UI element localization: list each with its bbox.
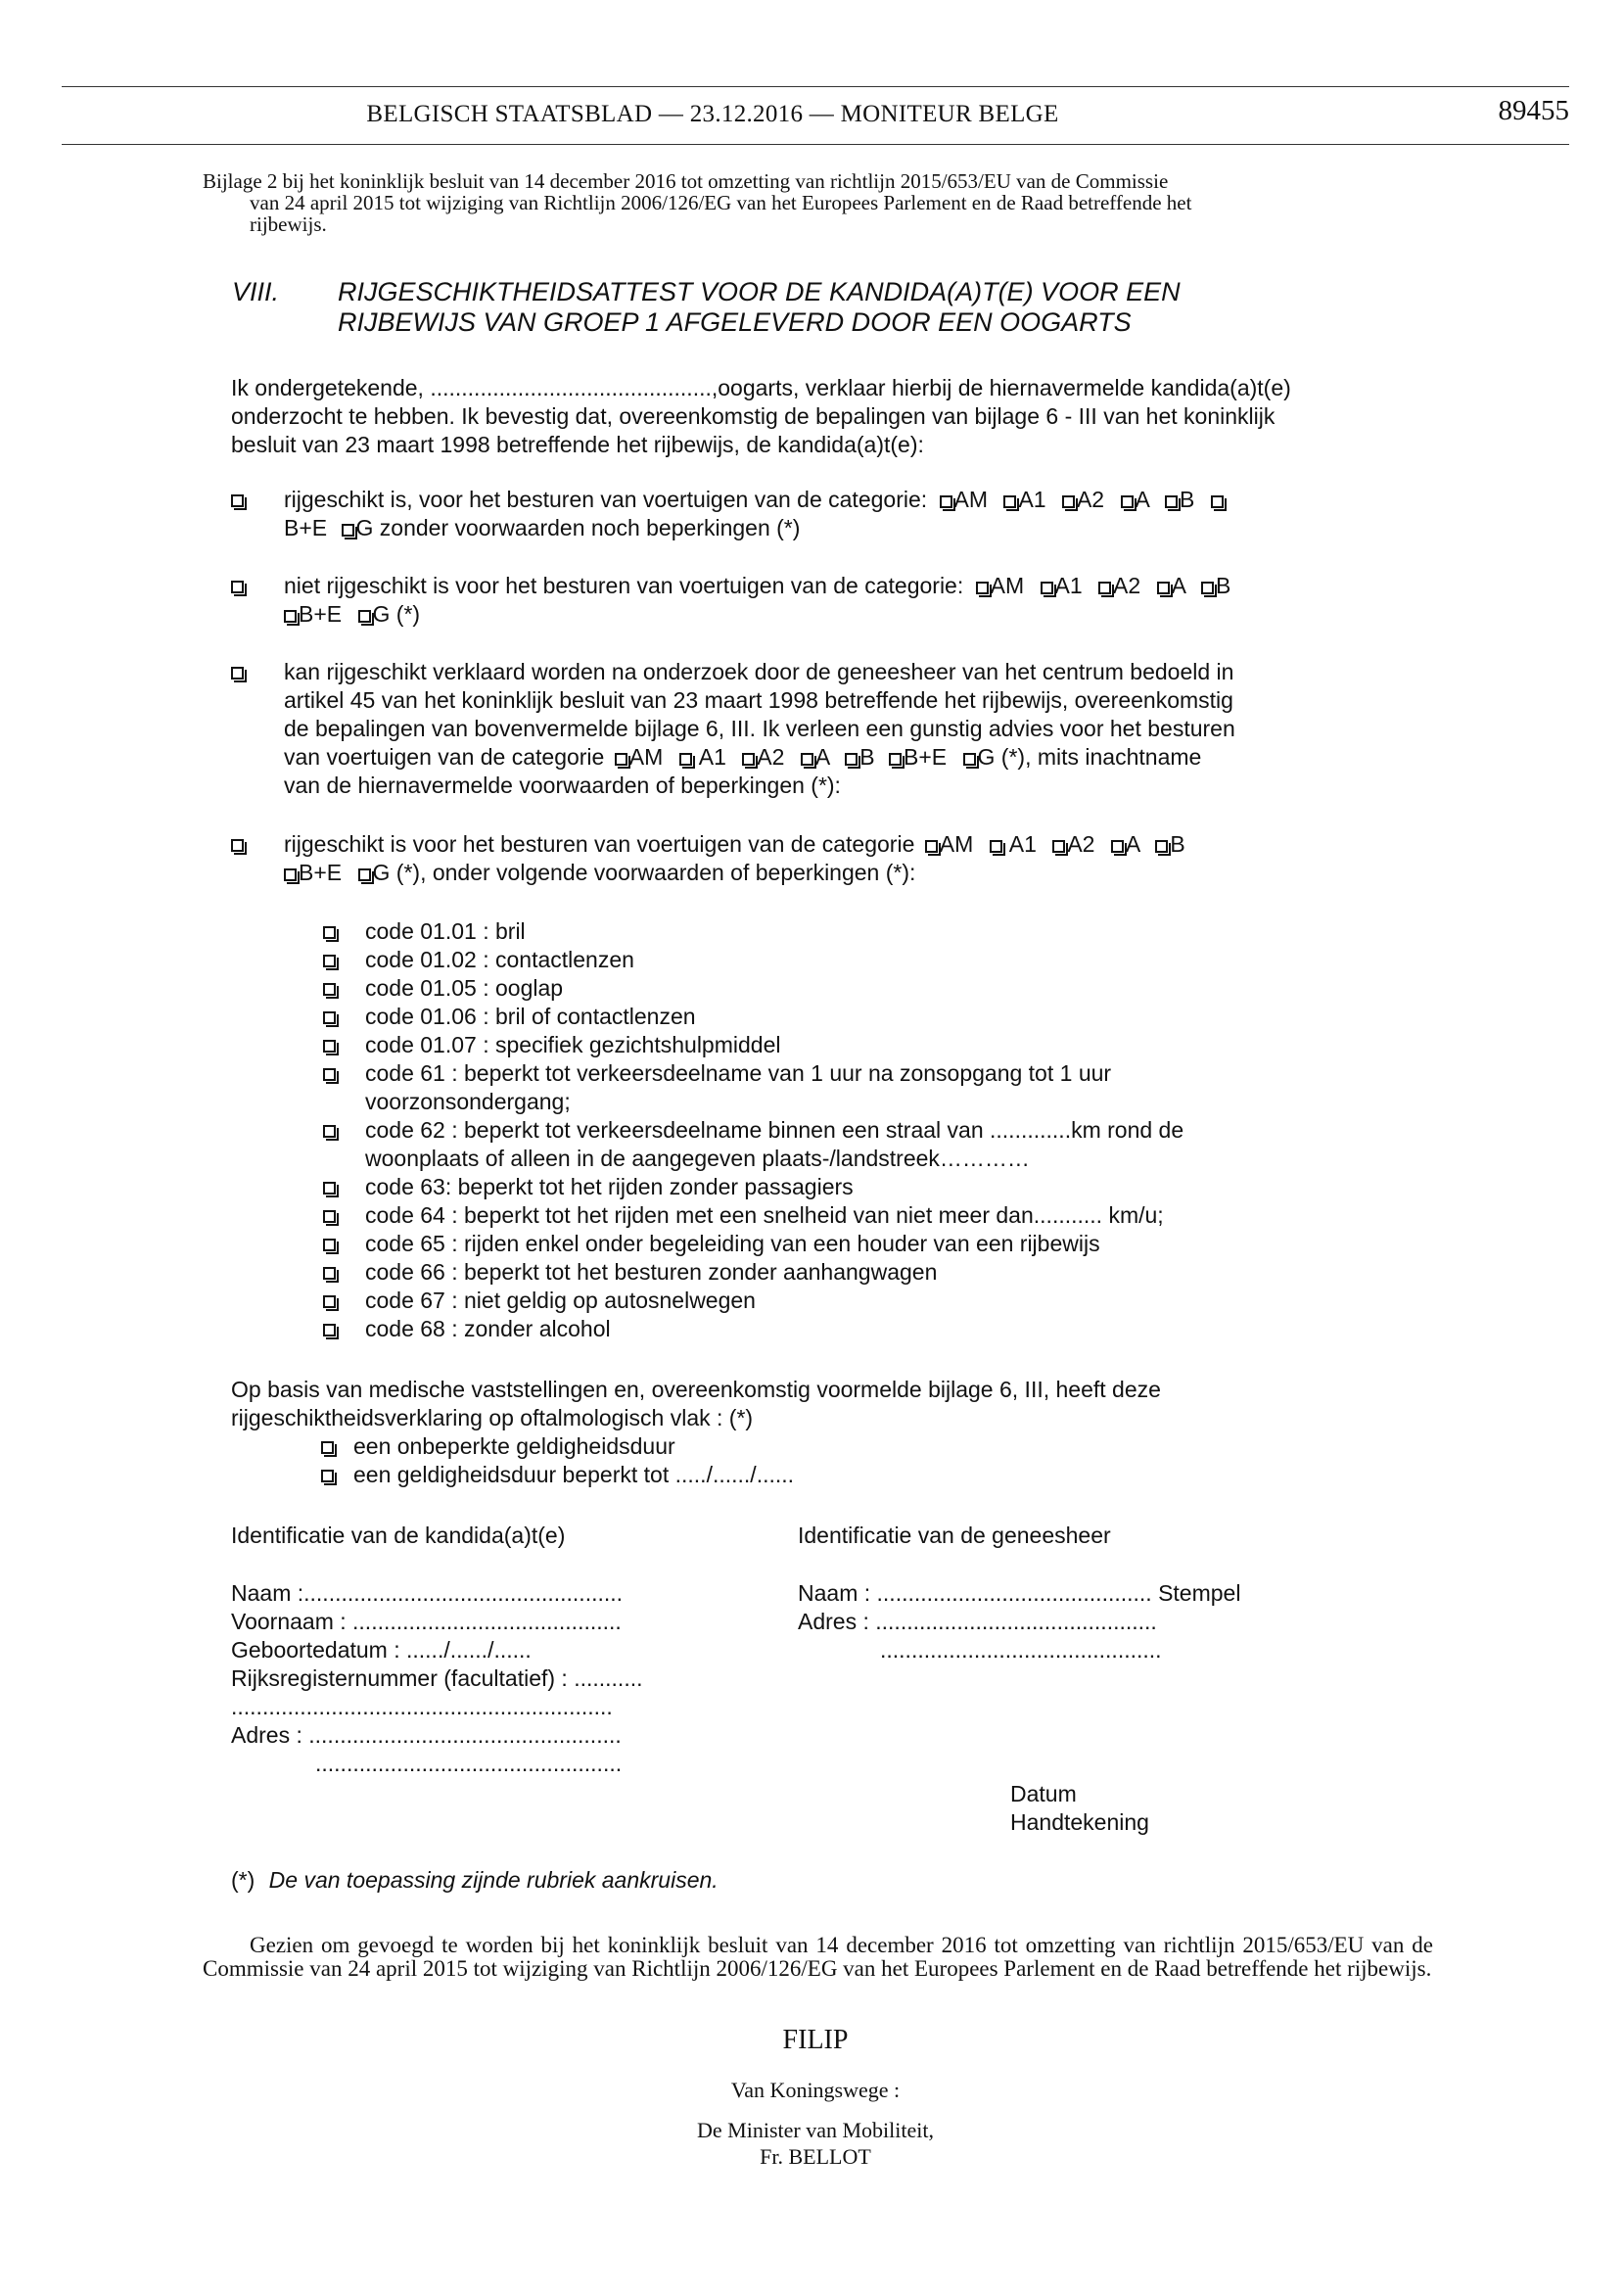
option-conditional-checkbox[interactable] <box>231 839 244 852</box>
cat-a-checkbox[interactable] <box>801 753 813 766</box>
code-checkbox[interactable] <box>323 1040 336 1053</box>
code-checkbox[interactable] <box>323 1324 336 1336</box>
code-label: code 61 : beperkt tot verkeersdeelname van 1 uur na zonsopgang tot 1 uur <box>365 1060 1112 1086</box>
cat-a1-checkbox[interactable] <box>1041 582 1053 594</box>
intro-line-1: Bijlage 2 bij het koninklijk besluit van 14 december 2016 tot omzetting van richtlijn 2015/653/EU van de Commissie <box>203 169 1169 193</box>
footnote-marker: (*) <box>231 1867 255 1893</box>
cat-g-checkbox[interactable] <box>342 524 354 537</box>
declaration-line-2: onderzocht te hebben. Ik bevestig dat, overeenkomstig de bepalingen van bijlage 6 - III van het koninklijk <box>231 403 1276 429</box>
footnote <box>231 1866 719 1895</box>
validity-limited-checkbox[interactable] <box>321 1470 334 1482</box>
code-label: code 67 : niet geldig op autosnelwegen <box>365 1288 756 1313</box>
cat-a2-checkbox[interactable] <box>742 753 755 766</box>
cat-label: AM <box>990 573 1025 598</box>
option-unfit-checkbox[interactable] <box>231 581 244 593</box>
code-label: code 66 : beperkt tot het besturen zonder aanhangwagen <box>365 1259 938 1285</box>
handtekening-label: Handtekening <box>1010 1809 1149 1835</box>
conclusion-line-2: rijgeschiktheidsverklaring op oftalmologisch vlak : (*) <box>231 1405 754 1430</box>
candidate-naam-field[interactable]: Naam :................................................... <box>231 1580 624 1606</box>
code-label: code 01.07 : specifiek gezichtshulpmiddel <box>365 1032 781 1057</box>
cat-be-checkbox[interactable] <box>284 868 297 881</box>
option-refer-line-4: van voertuigen van de categorie <box>284 744 605 770</box>
cat-label: A1 <box>1018 487 1046 512</box>
physician-block <box>798 1579 1240 1664</box>
minister-name: Fr. BELLOT <box>760 2144 871 2169</box>
cat-am-checkbox[interactable] <box>976 582 989 594</box>
page-number: 89455 <box>1498 95 1569 126</box>
cat-label: G (*), mits inachtname <box>977 744 1202 770</box>
physician-heading: Identificatie van de geneesheer <box>798 1523 1111 1548</box>
king-name: FILIP <box>782 2025 849 2055</box>
cat-be-checkbox[interactable] <box>889 753 902 766</box>
candidate-adres-continued[interactable]: ................................................. <box>315 1751 623 1776</box>
cat-label: A <box>1171 573 1185 598</box>
cat-label: B <box>1216 573 1231 598</box>
code-checkbox[interactable] <box>323 1210 336 1223</box>
option-conditional-text <box>284 830 1370 887</box>
declaration-line-1: Ik ondergetekende, .............................................,oogarts, verklaar hierbij de hiernavermelde kandida(a)t(e) <box>231 375 1291 400</box>
footnote-text: De van toepassing zijnde rubriek aankruisen. <box>268 1867 719 1893</box>
option-fit-line-2: G zonder voorwaarden noch beperkingen (*) <box>355 515 801 540</box>
section-title-line-1: RIJGESCHIKTHEIDSATTEST VOOR DE KANDIDA(A)T(E) VOOR EEN <box>338 277 1181 306</box>
option-refer-line-5: van de hiernavermelde voorwaarden of beperkingen (*): <box>284 773 841 798</box>
option-refer-line-2: artikel 45 van het koninklijk besluit van 23 maart 1998 betreffende het rijbewijs, overeenkomstig <box>284 687 1233 713</box>
code-checkbox[interactable] <box>323 1068 336 1081</box>
validity-limited-label: een geldigheidsduur beperkt tot ...../....../...... <box>353 1462 795 1487</box>
code-label: code 01.01 : bril <box>365 918 526 944</box>
code-checkbox[interactable] <box>323 1011 336 1024</box>
cat-label: A1 <box>1008 831 1037 857</box>
physician-adres-field[interactable]: Adres : ............................................. <box>798 1609 1157 1634</box>
code-checkbox[interactable] <box>323 926 336 939</box>
code-label-continued: voorzonsondergang; <box>365 1089 571 1114</box>
header-top-rule <box>62 86 1569 87</box>
option-unfit-text <box>284 572 1370 629</box>
code-label: code 64 : beperkt tot het rijden met een snelheid van niet meer dan........... km/u; <box>365 1202 1164 1228</box>
cat-a2-checkbox[interactable] <box>1052 840 1065 853</box>
physician-naam-field[interactable]: Naam : ............................................ Stempel <box>798 1580 1241 1606</box>
cat-a-checkbox[interactable] <box>1121 495 1134 508</box>
cat-be-label: B+E <box>284 515 328 540</box>
cat-a-checkbox[interactable] <box>1111 840 1124 853</box>
candidate-voornaam-field[interactable]: Voornaam : ........................................... <box>231 1609 622 1634</box>
section-number: VIII. <box>232 277 280 306</box>
intro-line-3: rijbewijs. <box>250 212 327 236</box>
minister-title: De Minister van Mobiliteit, <box>697 2118 934 2142</box>
code-label: code 01.02 : contactlenzen <box>365 947 634 972</box>
cat-a2-checkbox[interactable] <box>1062 495 1075 508</box>
cat-label: A <box>1135 487 1149 512</box>
cat-label: B <box>859 744 875 770</box>
cat-label: B <box>1170 831 1185 857</box>
signature-block <box>1010 1780 1149 1837</box>
cat-label: A <box>814 744 829 770</box>
code-checkbox[interactable] <box>323 1182 336 1195</box>
intro-line-2: van 24 april 2015 tot wijziging van Richtlijn 2006/126/EG van het Europees Parlement en de Raad betreffende het <box>250 191 1192 214</box>
annex-intro <box>203 170 1433 235</box>
cat-label: A2 <box>757 744 785 770</box>
code-checkbox[interactable] <box>323 955 336 967</box>
cat-label: A2 <box>1113 573 1141 598</box>
option-fit-text <box>284 486 1370 542</box>
code-label: code 63: beperkt tot het rijden zonder passagiers <box>365 1174 854 1199</box>
cat-label: A1 <box>698 744 726 770</box>
code-checkbox[interactable] <box>323 1125 336 1138</box>
cat-am-checkbox[interactable] <box>940 495 952 508</box>
cat-label: B+E <box>299 860 343 885</box>
section-title <box>338 277 1317 338</box>
physician-adres-continued[interactable]: ............................................. <box>880 1637 1162 1663</box>
cat-be-checkbox[interactable] <box>284 610 297 623</box>
cat-label: B <box>1179 487 1195 512</box>
code-label: code 01.05 : ooglap <box>365 975 564 1001</box>
code-checkbox[interactable] <box>323 1267 336 1280</box>
code-checkbox[interactable] <box>323 983 336 996</box>
cat-label: B+E <box>904 744 948 770</box>
cat-a1-checkbox[interactable] <box>990 840 1002 853</box>
cat-b-checkbox[interactable] <box>845 753 858 766</box>
header-bottom-rule <box>62 144 1569 145</box>
code-label-continued: woonplaats of alleen in de aangegeven plaats-/landstreek………… <box>365 1146 1030 1171</box>
candidate-rijksregister-continued[interactable]: ............................................................. <box>231 1694 613 1719</box>
code-label: code 01.06 : bril of contactlenzen <box>365 1004 696 1029</box>
cat-label: AM <box>953 487 989 512</box>
conclusion-line-1: Op basis van medische vaststellingen en, overeenkomstig voormelde bijlage 6, III, heeft deze <box>231 1377 1161 1402</box>
cat-a2-checkbox[interactable] <box>1098 582 1111 594</box>
cat-g-checkbox[interactable] <box>358 610 371 623</box>
cat-a1-checkbox[interactable] <box>1003 495 1016 508</box>
validity-unlimited-checkbox[interactable] <box>321 1441 334 1454</box>
code-label: code 62 : beperkt tot verkeersdeelname binnen een straal van .............km rond de <box>365 1117 1184 1143</box>
code-checkbox[interactable] <box>323 1295 336 1308</box>
cat-label: A <box>1125 831 1139 857</box>
candidate-adres-field[interactable]: Adres : .................................................. <box>231 1722 622 1748</box>
cat-am-checkbox[interactable] <box>925 840 938 853</box>
option-fit-checkbox[interactable] <box>231 494 244 507</box>
option-unfit-line-1: niet rijgeschikt is voor het besturen van voertuigen van de categorie: <box>284 573 964 598</box>
cat-b-checkbox[interactable] <box>1165 495 1178 508</box>
cat-am-checkbox[interactable] <box>615 753 627 766</box>
candidate-rijksregister-field[interactable]: Rijksregisternummer (facultatief) : ........... <box>231 1665 643 1691</box>
option-conditional-line-1: rijgeschikt is voor het besturen van voertuigen van de categorie <box>284 831 915 857</box>
cat-b-checkbox[interactable] <box>1201 582 1214 594</box>
conclusion <box>231 1376 1406 1432</box>
candidate-heading: Identificatie van de kandida(a)t(e) <box>231 1523 566 1548</box>
closing-statement: Gezien om gevoegd te worden bij het koninklijk besluit van 14 december 2016 tot omzetting van richtlijn 2015/653/EU van de Commissie van 24 april 2015 tot wijziging van Richtlijn 2006/126/EG van het Europees Parlement en de Raad betreffende het rijbewijs. <box>203 1933 1433 1981</box>
cat-g-checkbox[interactable] <box>358 868 371 881</box>
cat-label: A2 <box>1067 831 1095 857</box>
cat-b-checkbox[interactable] <box>1155 840 1168 853</box>
candidate-block <box>231 1579 643 1778</box>
code-label: code 65 : rijden enkel onder begeleiding van een houder van een rijbewijs <box>365 1231 1100 1256</box>
cat-label: AM <box>939 831 974 857</box>
cat-a-checkbox[interactable] <box>1157 582 1170 594</box>
section-title-line-2: RIJBEWIJS VAN GROEP 1 AFGELEVERD DOOR EEN OOGARTS <box>338 307 1132 337</box>
cat-label: AM <box>628 744 664 770</box>
cat-g-checkbox[interactable] <box>963 753 976 766</box>
cat-label: B+E <box>299 601 343 627</box>
option-refer-text <box>284 658 1370 800</box>
running-title: BELGISCH STAATSBLAD — 23.12.2016 — MONITEUR BELGE <box>366 101 1059 127</box>
cat-label: A1 <box>1054 573 1083 598</box>
code-label: code 68 : zonder alcohol <box>365 1316 611 1341</box>
cat-a1-checkbox[interactable] <box>679 753 692 766</box>
cat-be-checkbox[interactable] <box>1211 495 1224 508</box>
declaration-line-3: besluit van 23 maart 1998 betreffende het rijbewijs, de kandida(a)t(e): <box>231 432 924 457</box>
option-fit-line-1: rijgeschikt is, voor het besturen van voertuigen van de categorie: <box>284 487 928 512</box>
candidate-geboortedatum-field[interactable]: Geboortedatum : ....../....../...... <box>231 1637 532 1663</box>
datum-label: Datum <box>1010 1781 1077 1806</box>
code-checkbox[interactable] <box>323 1239 336 1251</box>
option-refer-line-3: de bepalingen van bovenvermelde bijlage 6, III. Ik verleen een gunstig advies voor het besturen <box>284 716 1235 741</box>
declaration <box>231 374 1425 459</box>
cat-label: G (*) <box>372 601 421 627</box>
cat-label: A2 <box>1076 487 1105 512</box>
validity-unlimited-label: een onbeperkte geldigheidsduur <box>353 1433 675 1459</box>
option-refer-checkbox[interactable] <box>231 667 244 679</box>
option-conditional-line-2: G (*), onder volgende voorwaarden of beperkingen (*): <box>372 860 916 885</box>
by-the-king: Van Koningswege : <box>730 2078 901 2102</box>
option-refer-line-1: kan rijgeschikt verklaard worden na onderzoek door de geneesheer van het centrum bedoeld in <box>284 659 1234 684</box>
